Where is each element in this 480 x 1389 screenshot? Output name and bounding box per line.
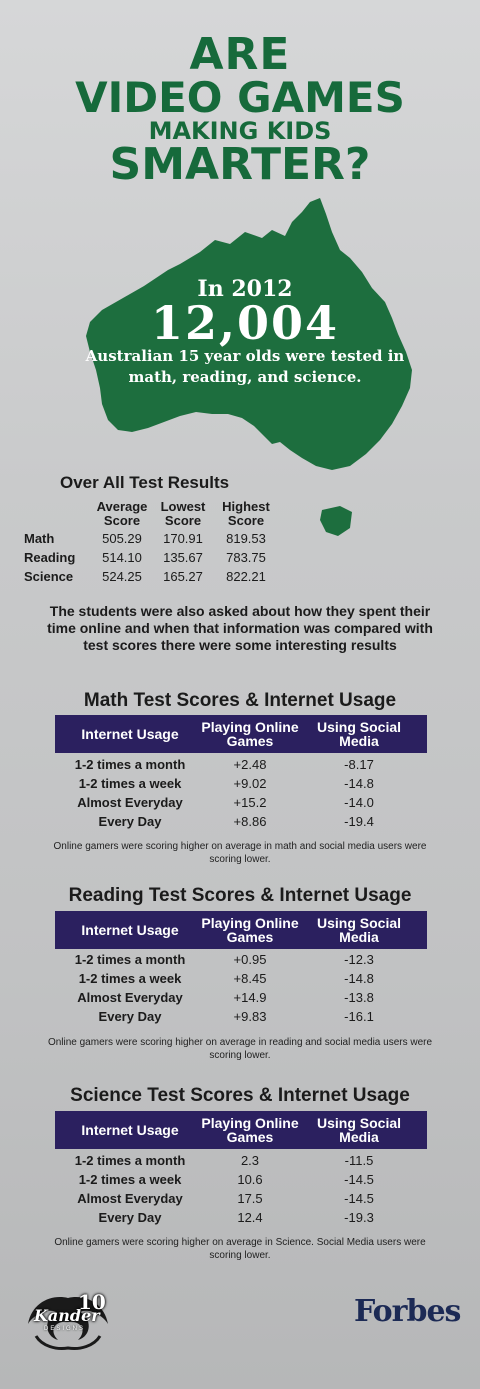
row-label: Almost Everyday — [77, 990, 183, 1005]
social-value: -12.3 — [344, 952, 374, 967]
overall-cell: 822.21 — [226, 569, 266, 584]
header-online-games: Playing Online Games — [201, 719, 299, 749]
games-value: +14.9 — [233, 990, 267, 1005]
header-online-games: Playing Online Games — [201, 1115, 299, 1145]
row-label: 1-2 times a month — [74, 1153, 186, 1168]
row-label: 1-2 times a week — [78, 971, 182, 986]
row-label: Every Day — [98, 1210, 162, 1225]
games-value: 2.3 — [240, 1153, 260, 1168]
social-value: -14.0 — [344, 795, 374, 810]
header-social-media: Using Social Media — [316, 719, 402, 749]
row-label: 1-2 times a week — [78, 776, 182, 791]
games-value: +2.48 — [233, 757, 267, 772]
math-note: Online gamers were scoring higher on average in math and social media users were scoring lower. — [53, 841, 427, 865]
overall-cell: 514.10 — [102, 550, 142, 565]
kander-designs-logo — [22, 1284, 114, 1354]
kander-logo-number: 10 — [78, 1290, 106, 1314]
row-label: Almost Everyday — [77, 795, 183, 810]
header-internet-usage: Internet Usage — [81, 922, 179, 938]
games-value: +0.95 — [233, 952, 267, 967]
map-description: Australian 15 year olds were tested in math, reading, and science. — [85, 347, 405, 386]
header-social-media: Using Social Media — [316, 1115, 402, 1145]
social-value: -14.8 — [344, 971, 374, 986]
overall-cell: 170.91 — [163, 531, 203, 546]
overall-results-title: Over All Test Results — [60, 473, 230, 492]
map-year: In 2012 — [197, 276, 293, 302]
social-value: -8.17 — [344, 757, 374, 772]
science-note: Online gamers were scoring higher on average in Science. Social Media users were scoring lower. — [54, 1237, 426, 1261]
row-label: 1-2 times a month — [74, 757, 186, 772]
overall-header-average: Average Score — [96, 499, 148, 528]
social-value: -14.8 — [344, 776, 374, 791]
kander-logo-text: Kander — [34, 1306, 100, 1325]
science-section-title: Science Test Scores & Internet Usage — [70, 1085, 410, 1106]
overall-cell: 524.25 — [102, 569, 142, 584]
games-value: +15.2 — [233, 795, 267, 810]
social-value: -14.5 — [344, 1191, 374, 1206]
row-label: 1-2 times a week — [78, 1172, 182, 1187]
header-internet-usage: Internet Usage — [81, 1122, 179, 1138]
header-social-media: Using Social Media — [316, 915, 402, 945]
social-value: -19.3 — [344, 1210, 374, 1225]
games-value: +9.02 — [233, 776, 267, 791]
overall-cell: 165.27 — [163, 569, 203, 584]
row-label: Every Day — [98, 814, 162, 829]
overall-row-label: Science — [24, 569, 74, 584]
row-label: 1-2 times a month — [74, 952, 186, 967]
title-line-1: ARE — [189, 29, 291, 80]
social-value: -16.1 — [344, 1009, 374, 1024]
games-value: 17.5 — [237, 1191, 263, 1206]
row-label: Every Day — [98, 1009, 162, 1024]
map-count: 12,004 — [150, 296, 340, 350]
header-online-games: Playing Online Games — [201, 915, 299, 945]
intro-text: The students were also asked about how they spent their time online and when that information was compared with test scores there were some interesting results — [47, 603, 433, 653]
overall-cell: 135.67 — [163, 550, 203, 565]
social-value: -13.8 — [344, 990, 374, 1005]
title-line-4: SMARTER? — [109, 139, 371, 190]
title-line-2: VIDEO GAMES — [75, 73, 405, 122]
games-value: 10.6 — [237, 1172, 263, 1187]
games-value: +8.45 — [233, 971, 267, 986]
science-table-header — [55, 1111, 427, 1149]
games-value: +8.86 — [233, 814, 267, 829]
social-value: -19.4 — [344, 814, 374, 829]
social-value: -11.5 — [344, 1153, 374, 1168]
overall-header-lowest: Lowest Score — [160, 499, 206, 528]
overall-cell: 783.75 — [226, 550, 266, 565]
overall-row-label: Math — [24, 531, 55, 546]
overall-cell: 505.29 — [102, 531, 142, 546]
kander-logo-sub: DESIGNS — [44, 1326, 86, 1332]
forbes-logo: Forbes — [354, 1294, 461, 1329]
games-value: +9.83 — [233, 1009, 267, 1024]
math-table-header — [55, 715, 427, 753]
math-section-title: Math Test Scores & Internet Usage — [83, 690, 397, 711]
reading-table-header — [55, 911, 427, 949]
reading-section-title: Reading Test Scores & Internet Usage — [68, 885, 412, 906]
social-value: -14.5 — [344, 1172, 374, 1187]
reading-note: Online gamers were scoring higher on average in reading and social media users were scoring lower. — [47, 1037, 433, 1061]
row-label: Almost Everyday — [77, 1191, 183, 1206]
title-line-3: MAKING KIDS — [148, 117, 332, 145]
overall-row-label: Reading — [24, 550, 76, 565]
overall-cell: 819.53 — [226, 531, 266, 546]
header-internet-usage: Internet Usage — [81, 726, 179, 742]
overall-header-highest: Highest Score — [222, 499, 270, 528]
games-value: 12.4 — [237, 1210, 263, 1225]
